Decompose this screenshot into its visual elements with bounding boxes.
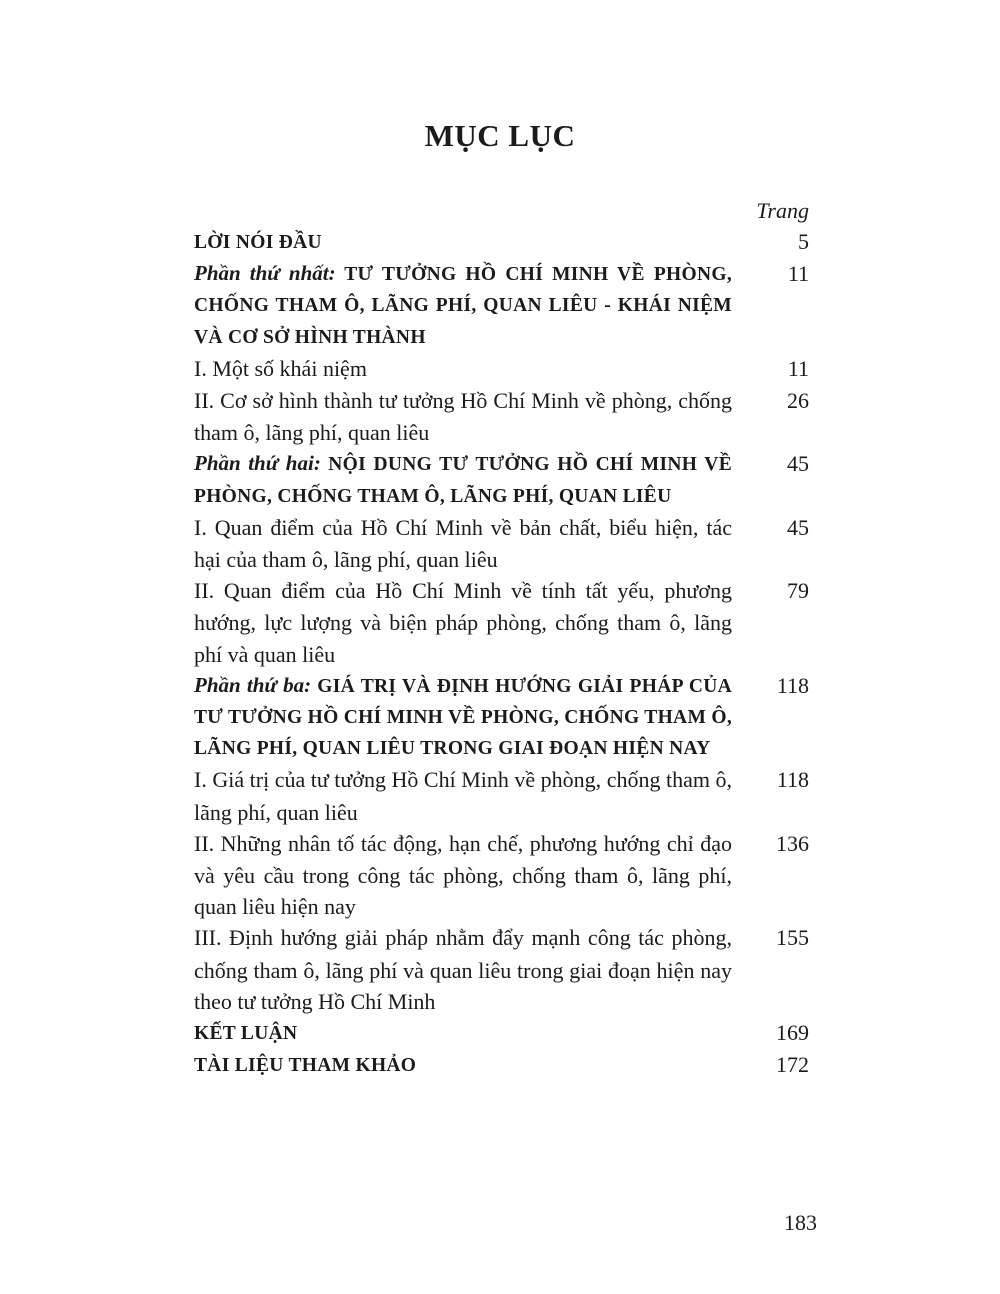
toc-entry-title	[194, 1017, 732, 1049]
toc-entry-page: 118	[776, 672, 809, 698]
toc-entry-page: 79	[787, 578, 809, 604]
page-title: MỤC LỤC	[424, 118, 576, 153]
toc-entry-page: 172	[776, 1052, 809, 1078]
toc-entry-page: 5	[798, 229, 809, 254]
toc-entry-text: GIÁ TRỊ VÀ ĐỊNH HƯỚNG GIẢI PHÁP CỦA TƯ TƯỞNG HỒ CHÍ MINH VỀ PHÒNG, CHỐNG THAM Ô, LÃNG PHÍ, QUAN LIÊU TRONG GIAI ĐOẠN HIỆN NAY	[194, 675, 732, 760]
toc-entry-text: I. Quan điểm của Hồ Chí Minh về bản chất, biểu hiện, tác hại của tham ô, lãng phí, quan liêu	[194, 514, 732, 573]
toc-entry-title	[194, 258, 732, 353]
toc-entry-part-3	[194, 670, 809, 765]
toc-entry-page: 45	[787, 451, 809, 477]
toc-entry-title	[194, 385, 732, 448]
page-column-label: Trang	[756, 198, 809, 223]
toc-entry-title	[194, 353, 732, 385]
toc-entry-page: 11	[787, 355, 809, 381]
toc-entry-tai-lieu-tham-khao	[194, 1049, 809, 1081]
toc-entry-page: 169	[776, 1020, 809, 1046]
toc-entry-part-1	[194, 258, 809, 353]
toc-entry-text: II. Những nhân tố tác động, hạn chế, phương hướng chỉ đạo và yêu cầu trong công tác phòng, chống tham ô, lãng phí, quan liêu hiện nay	[194, 830, 732, 920]
toc-entry-3-2	[194, 828, 809, 923]
toc-entry-1-1	[194, 353, 809, 385]
toc-entry-title	[194, 1049, 732, 1081]
toc-entry-prefix: Phần thứ hai:	[194, 451, 321, 476]
toc-entry-text: TÀI LIỆU THAM KHẢO	[194, 1055, 417, 1077]
toc-entry-page: 11	[787, 261, 809, 287]
toc-entry-page: 136	[776, 830, 809, 856]
table-of-contents	[194, 226, 809, 1081]
toc-entry-title	[194, 922, 732, 1017]
toc-entry-text: TƯ TƯỞNG HỒ CHÍ MINH VỀ PHÒNG, CHỐNG THAM Ô, LÃNG PHÍ, QUAN LIÊU - KHÁI NIỆM VÀ CƠ SỞ HÌNH THÀNH	[194, 264, 732, 348]
toc-entry-part-2	[194, 448, 809, 511]
toc-entry-page: 118	[776, 767, 809, 793]
toc-entry-page: 45	[787, 514, 809, 540]
toc-entry-text: LỜI NÓI ĐẦU	[194, 232, 322, 253]
toc-entry-prefix: Phần thứ nhất:	[194, 261, 336, 286]
toc-entry-ket-luan	[194, 1017, 809, 1049]
toc-entry-title	[194, 828, 732, 923]
toc-entry-2-2	[194, 575, 809, 670]
toc-entry-3-3	[194, 922, 809, 1017]
toc-entry-page: 155	[776, 925, 809, 951]
toc-entry-text: I. Giá trị của tư tưởng Hồ Chí Minh về phòng, chống tham ô, lãng phí, quan liêu	[194, 767, 732, 825]
page-number: 183	[784, 1210, 817, 1235]
toc-entry-3-1	[194, 764, 809, 827]
toc-entry-title	[194, 226, 732, 258]
toc-entry-loi-noi-dau	[194, 226, 809, 258]
toc-entry-title	[194, 575, 732, 670]
toc-entry-title	[194, 512, 732, 575]
toc-entry-1-2	[194, 385, 809, 448]
toc-entry-text: I. Một số khái niệm	[194, 355, 367, 381]
toc-entry-2-1	[194, 512, 809, 575]
toc-entry-prefix: Phần thứ ba:	[194, 672, 312, 697]
toc-entry-text: III. Định hướng giải pháp nhằm đẩy mạnh công tác phòng, chống tham ô, lãng phí và quan liêu trong giai đoạn hiện nay theo tư tưởng Hồ Chí Minh	[194, 925, 732, 1014]
toc-entry-title	[194, 448, 732, 511]
toc-entry-text: KẾT LUẬN	[194, 1023, 298, 1045]
toc-entry-page: 26	[787, 388, 809, 414]
toc-entry-title	[194, 670, 732, 765]
toc-entry-text: II. Quan điểm của Hồ Chí Minh về tính tất yếu, phương hướng, lực lượng và biện pháp phòng, chống tham ô, lãng phí và quan liêu	[194, 578, 732, 667]
toc-entry-title	[194, 764, 732, 827]
toc-entry-text: II. Cơ sở hình thành tư tưởng Hồ Chí Minh về phòng, chống tham ô, lãng phí, quan liêu	[194, 388, 732, 446]
toc-entry-text: NỘI DUNG TƯ TƯỞNG HỒ CHÍ MINH VỀ PHÒNG, CHỐNG THAM Ô, LÃNG PHÍ, QUAN LIÊU	[194, 454, 733, 507]
